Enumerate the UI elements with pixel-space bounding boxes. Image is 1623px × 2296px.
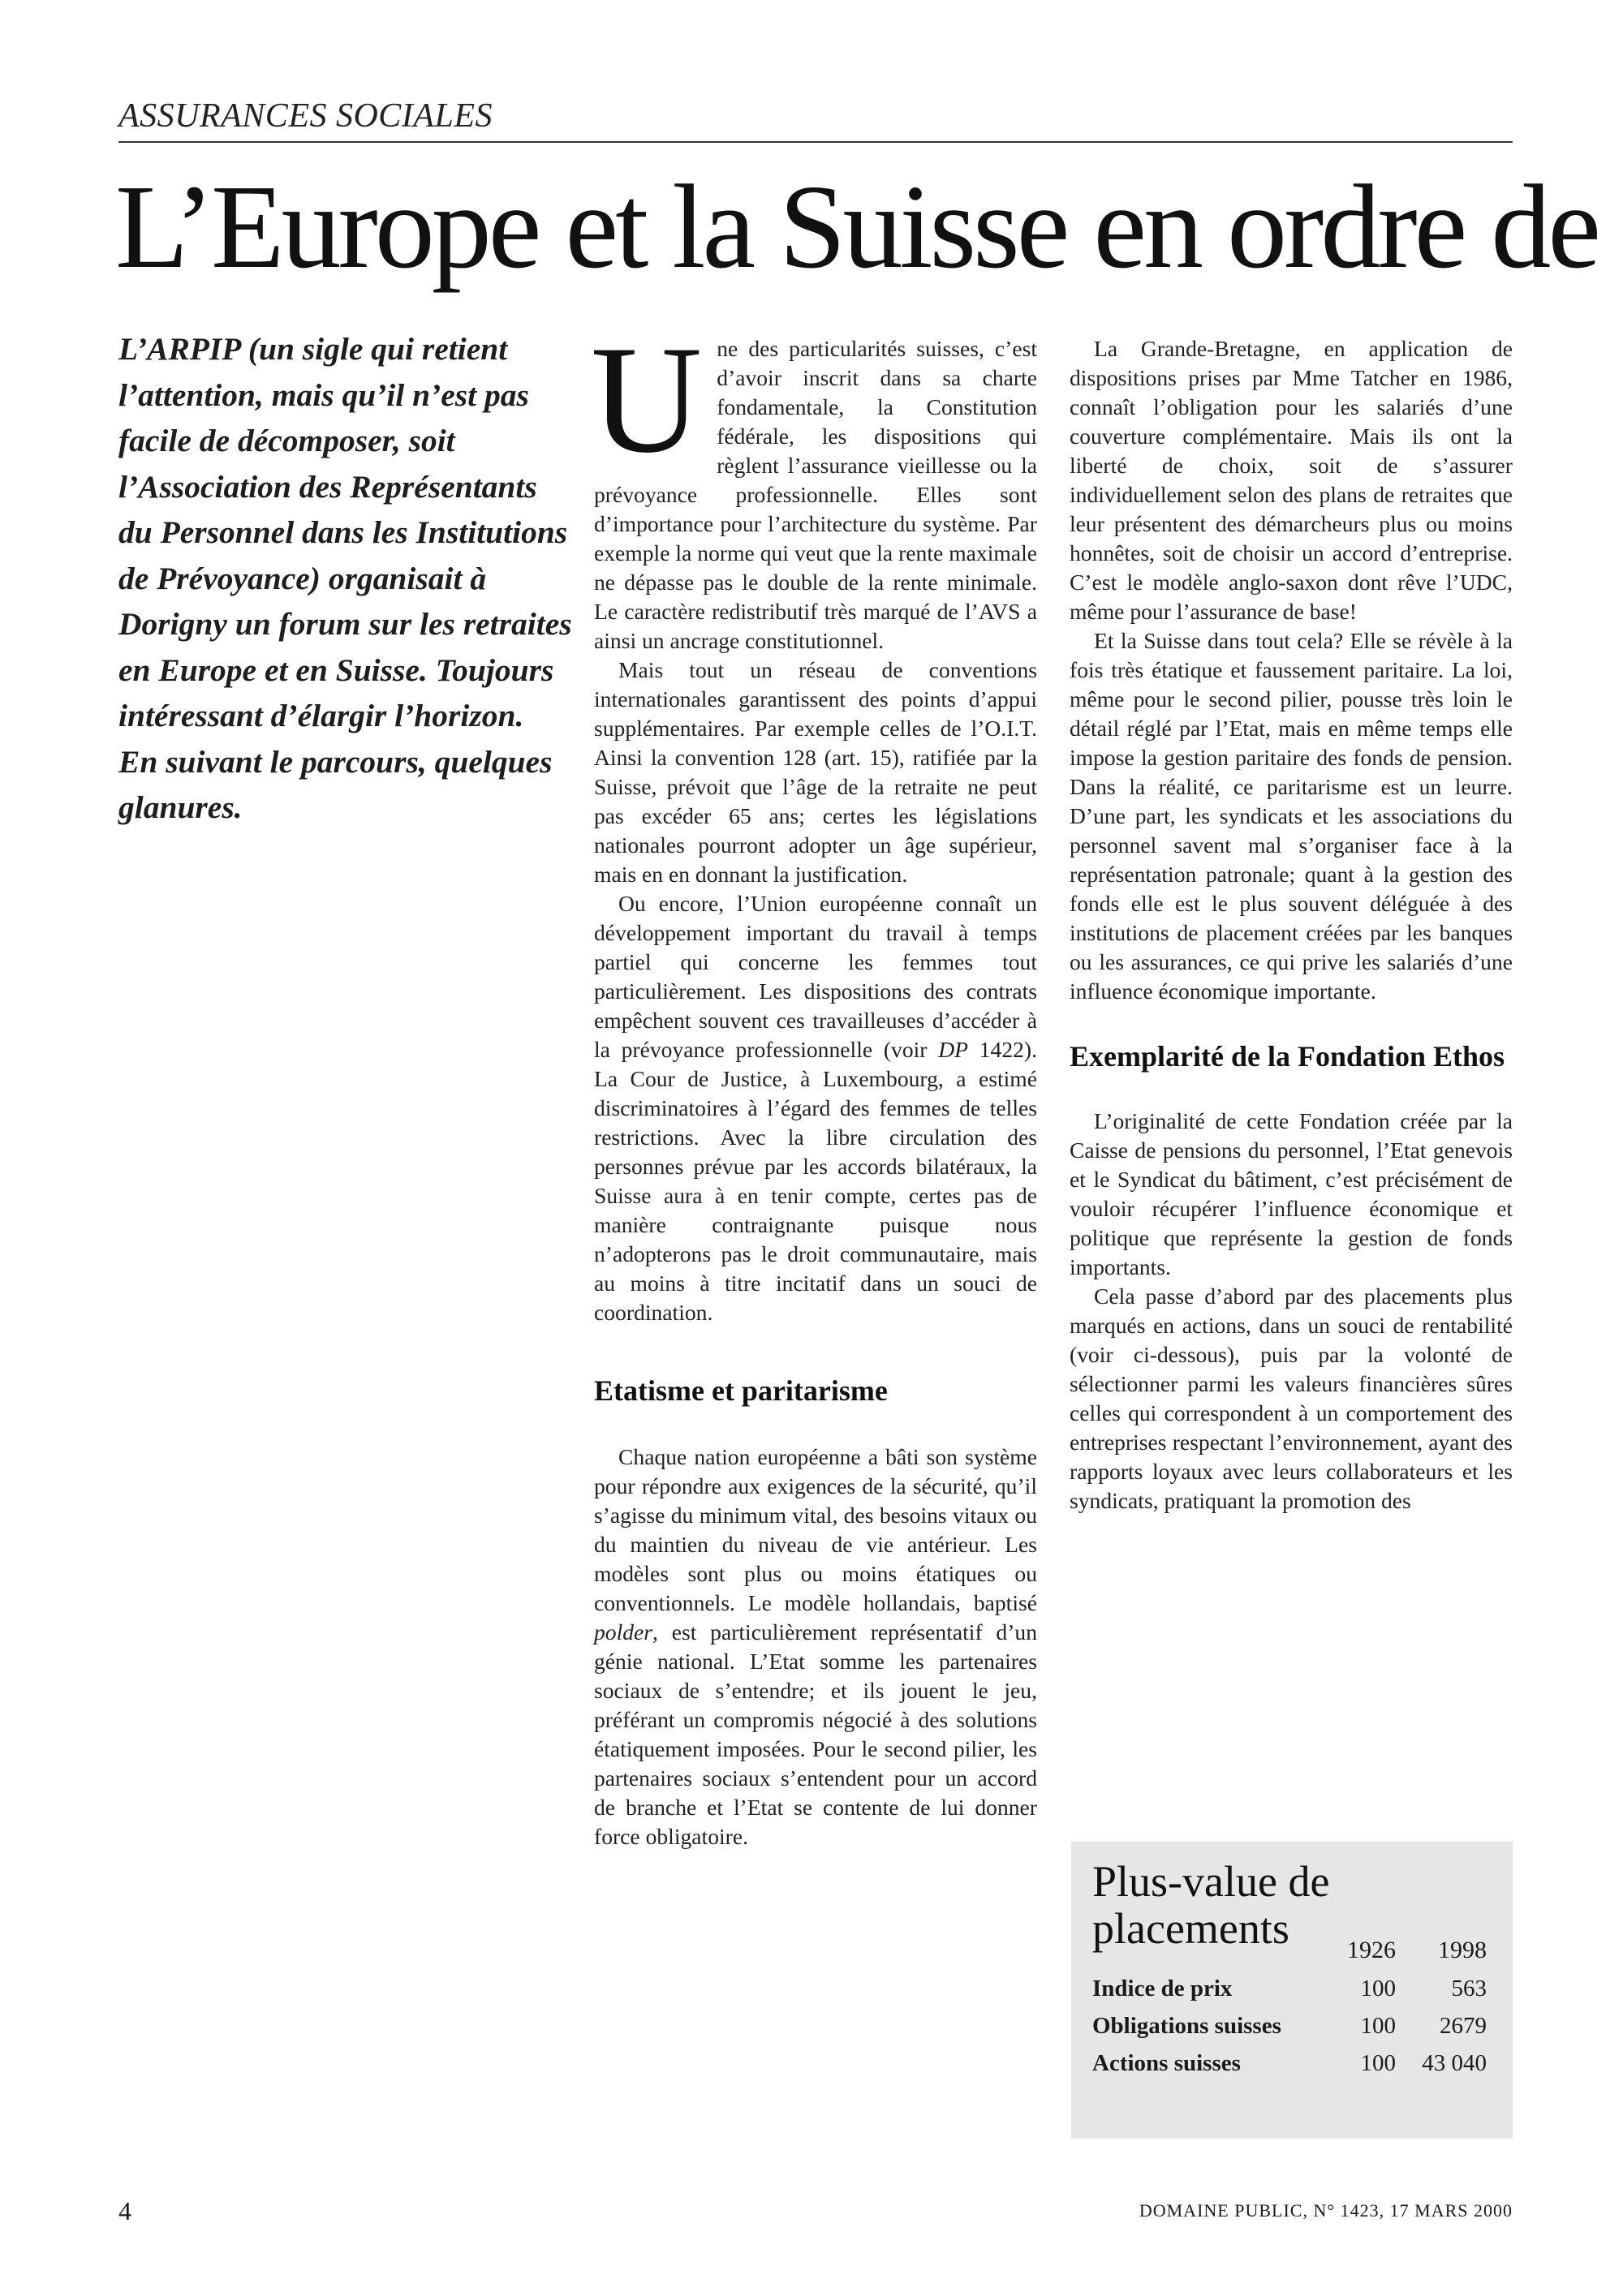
- emphasis-term: polder: [594, 1619, 653, 1645]
- publication-reference: DP: [938, 1037, 968, 1062]
- intro-closing: En suivant le parcours, quelques glanures.: [118, 743, 553, 825]
- subheading-ethos: Exemplarité de la Fondation Ethos: [1070, 1040, 1505, 1073]
- value-1926: 100: [1360, 2013, 1396, 2039]
- year-header-1926: 1926: [1347, 1937, 1396, 1963]
- value-1998: 2679: [1440, 2013, 1487, 2039]
- value-1998: 563: [1451, 1976, 1487, 2001]
- drop-cap: U: [591, 315, 703, 485]
- text-run: Chaque nation européenne a bâti son système pour répondre aux exigences de la sécurité, qu’il s’agisse du minimum vital, des besoins vitaux ou du maintien du niveau de vie antérieur. Les modèles sont plus ou moins étatiques ou conventionnels. Le modèle hollandais, baptisé: [594, 1444, 1037, 1615]
- table-row: [1071, 2007, 1513, 2044]
- publication-footer: DOMAINE PUBLIC, N° 1423, 17 MARS 2000: [1139, 2200, 1513, 2221]
- year-header-1998: 1998: [1438, 1937, 1487, 1963]
- column-1-paragraph-3: [594, 889, 1037, 1327]
- value-1926: 100: [1360, 1976, 1396, 2001]
- column-2: [1070, 334, 1513, 1516]
- column-2-paragraph-2: Et la Suisse dans tout cela? Elle se révèle à la fois très étatique et faussement paritaire. La loi, même pour le second pilier, pousse très loin le détail réglé par l’Etat, mais en même temps elle impose la gestion paritaire des fonds de pension. Dans la réalité, ce paritarisme est un leurre. D’une part, les syndicats et les associations du personnel savent mal s’organiser face à la représentation patronale; quant à la gestion des fonds elle est le plus souvent déléguée à des institutions de placement créées par les banques ou les assurances, ce qui prive les salariés d’une influence économique importante.: [1070, 628, 1513, 1004]
- column-1: [591, 315, 1037, 1851]
- section-rubric: ASSURANCES SOCIALES: [118, 97, 493, 135]
- column-1-paragraph-1: [591, 315, 1037, 656]
- row-label: Obligations suisses: [1092, 2013, 1281, 2039]
- page-number: 4: [118, 2196, 131, 2225]
- article-intro: [118, 326, 573, 831]
- placement-sidebar-box: [1071, 1842, 1513, 2139]
- sidebar-title: Plus-value de placements: [1092, 1857, 1330, 1953]
- subheading-etatisme: Etatisme et paritarisme: [594, 1374, 888, 1407]
- text-run: , est particulièrement représentatif d’un génie national. L’Etat somme les partenaires sociaux de s’entendre; et ils jouent le jeu, préférant un compromis négocié à des solutions étatiquement imposées. Pour le second pilier, les partenaires sociaux s’entendent pour un accord de branche et l’Etat se contente de lui donner force obligatoire.: [594, 1619, 1037, 1849]
- column-1-paragraph-4: [594, 1443, 1037, 1851]
- header-rule: [118, 141, 1513, 143]
- sidebar-table-header: [1071, 1933, 1513, 1968]
- value-1926: 100: [1360, 2050, 1396, 2076]
- column-2-paragraph-4: Cela passe d’abord par des placements plus marqués en actions, dans un souci de rentabilité (voir ci-dessous), puis par la volonté de sélectionner parmi les valeurs financières sûres celles qui correspondent à un comportement des entreprises respectant l’environnement, ayant des rapports loyaux avec leurs collaborateurs et les syndicats, pratiquant la promotion des: [1070, 1283, 1513, 1513]
- column-2-paragraph-3: L’originalité de cette Fondation créée par la Caisse de pensions du personnel, l’Etat genevois et le Syndicat du bâtiment, c’est précisément de vouloir récupérer l’influence économique et politique que représente la gestion de fonds importants.: [1070, 1108, 1513, 1279]
- row-label: Indice de prix: [1092, 1976, 1233, 2001]
- row-label: Actions suisses: [1092, 2050, 1241, 2076]
- table-row: [1071, 1970, 1513, 2007]
- text-run: 1422). La Cour de Justice, à Luxembourg, a estimé discriminatoires à l’égard des femmes de telles restrictions. Avec la libre circulation des personnes prévue par les accords bilatéraux, la Suisse aura à en tenir compte, certes pas de manière contraignante puisque nous n’adopterons pas le droit communautaire, mais au moins à titre incitatif dans un souci de coordination.: [594, 1037, 1037, 1325]
- value-1998: 43 040: [1422, 2050, 1487, 2076]
- column-2-paragraph-1: La Grande-Bretagne, en application de dispositions prises par Mme Tatcher en 1986, connaît l’obligation pour les salariés d’une couverture complémentaire. Mais ils ont la liberté de choix, soit de s’assurer individuellement selon des plans de retraites que leur présentent des démarcheurs plus ou moins honnêtes, soit de choisir un accord d’entreprise. C’est le modèle anglo-saxon dont rêve l’UDC, même pour l’assurance de base!: [1070, 336, 1513, 624]
- table-row: [1071, 2044, 1513, 2082]
- intro-paragraph: L’ARPIP (un sigle qui retient l’attention, mais qu’il n’est pas facile de décomposer, soit l’Association des Représentants du Personnel dans les Institutions de Prévoyance) organisait à Dorigny un forum sur les retraites en Europe et en Suisse. Toujours intéressant d’élargir l’horizon.: [118, 331, 572, 733]
- column-1-paragraph-1-text: ne des particularités suisses, c’est d’avoir inscrit dans sa charte fondamentale, la Constitution fédérale, les dispositions qui règlent l’assurance vieillesse ou la prévoyance professionnelle. Elles sont d’importance pour l’architecture du système. Par exemple la norme qui veut que la rente maximale ne dépasse pas le double de la rente minimale. Le caractère redistributif très marqué de l’AVS a ainsi un ancrage constitutionnel.: [594, 336, 1037, 653]
- article-headline: L’Europe et la Suisse en ordre de: [115, 161, 1599, 294]
- sidebar-table: [1071, 1970, 1513, 2082]
- column-1-paragraph-2: Mais tout un réseau de conventions internationales garantissent des points d’appui supplémentaires. Par exemple celles de l’O.I.T. Ainsi la convention 128 (art. 15), ratifiée par la Suisse, prévoit que l’âge de la retraite ne peut pas excéder 65 ans; certes les législations nationales pourront adopter un âge supérieur, mais en en donnant la justification.: [594, 657, 1037, 887]
- text-run: Ou encore, l’Union européenne connaît un développement important du travail à temps partiel qui concerne les femmes tout particulièrement. Les dispositions des contrats empêchent souvent ces travailleuses d’accéder à la prévoyance professionnelle (voir: [594, 891, 1037, 1062]
